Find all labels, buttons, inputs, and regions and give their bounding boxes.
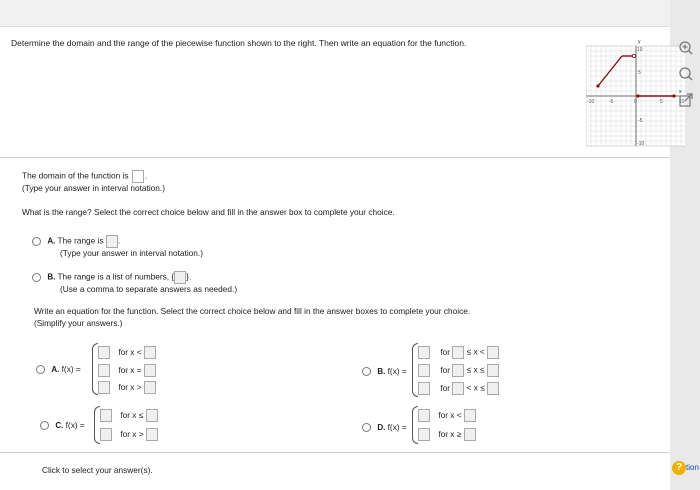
range-choice-a[interactable]: A. The range is . (32, 235, 120, 248)
choice-letter: A. (47, 236, 56, 246)
eq-input[interactable] (100, 409, 112, 422)
eq-b-row-3 (418, 382, 499, 395)
equation-hint: (Simplify your answers.) (34, 318, 123, 328)
radio-eq-d[interactable] (362, 423, 371, 432)
divider (0, 452, 670, 453)
choice-letter: B. (377, 367, 386, 376)
eq-a-row-1 (98, 346, 156, 359)
radio-eq-c[interactable] (40, 421, 49, 430)
domain-hint: (Type your answer in interval notation.) (22, 183, 165, 193)
eq-row-label: < x ≤ (466, 382, 485, 393)
equation-prompt: Write an equation for the function. Select the correct choice below and fill in the answer boxes to complete your choice. (34, 306, 471, 316)
eq-input[interactable] (452, 382, 464, 395)
eq-row-label: for x ≥ (438, 428, 462, 439)
eq-input[interactable] (418, 364, 430, 377)
tick-label: -5 (638, 118, 643, 124)
search-icon[interactable] (678, 66, 694, 82)
eq-input[interactable] (98, 364, 110, 377)
choice-letter: B. (47, 272, 56, 282)
eq-row-label: ≤ x ≤ (466, 364, 485, 375)
eq-row-label: for x > (120, 428, 144, 439)
eq-a-row-2 (98, 364, 156, 377)
right-toolbar (678, 40, 698, 118)
choice-letter: D. (377, 423, 386, 432)
eq-b-row-2 (418, 364, 499, 377)
eq-input[interactable] (487, 346, 499, 359)
eq-row-label: for x = (118, 364, 142, 375)
radio-range-a[interactable] (32, 237, 41, 246)
fx-label: f(x) = (387, 422, 407, 432)
range-choice-b[interactable]: B. The range is a list of numbers, { }. (32, 271, 191, 284)
eq-c-row-1 (100, 409, 158, 422)
eq-row-label: for x < (438, 409, 462, 420)
fx-label: f(x) = (65, 420, 85, 430)
eq-input[interactable] (144, 364, 156, 377)
eq-for-label: for (440, 364, 450, 375)
y-axis-label: y (638, 39, 641, 45)
eq-d-row-2 (418, 428, 476, 441)
eq-input[interactable] (418, 428, 430, 441)
tick-label: 10 (637, 47, 643, 53)
help-label[interactable]: tion (686, 463, 699, 472)
eq-choice-d[interactable] (362, 422, 407, 433)
eq-input[interactable] (452, 346, 464, 359)
eq-choice-b[interactable] (362, 366, 407, 377)
eq-input[interactable] (98, 346, 110, 359)
eq-for-label: for (440, 346, 450, 357)
range-a-hint: (Type your answer in interval notation.) (60, 248, 203, 258)
range-b-hint: (Use a comma to separate answers as needed.) (60, 284, 238, 294)
eq-input[interactable] (418, 382, 430, 395)
eq-input[interactable] (487, 382, 499, 395)
eq-input[interactable] (146, 409, 158, 422)
radio-eq-b[interactable] (362, 367, 371, 376)
endpoint-dot (636, 94, 639, 97)
range-a-text: The range is (57, 235, 104, 246)
zoom-in-icon[interactable] (678, 40, 694, 56)
eq-b-row-1 (418, 346, 499, 359)
tick-label: 0 (634, 99, 637, 105)
eq-row-label: ≤ x < (466, 346, 485, 357)
domain-label: The domain of the function is (22, 170, 129, 181)
eq-input[interactable] (98, 381, 110, 394)
divider (0, 157, 670, 158)
status-text: Click to select your answer(s). (42, 465, 153, 475)
range-prompt: What is the range? Select the correct choice below and fill in the answer box to complete your choice. (22, 207, 395, 217)
endpoint-dot (596, 84, 599, 87)
radio-eq-a[interactable] (36, 365, 45, 374)
eq-input[interactable] (418, 346, 430, 359)
choice-letter: C. (55, 421, 64, 430)
tick-label: -10 (637, 141, 645, 147)
eq-input[interactable] (464, 428, 476, 441)
range-a-input[interactable] (106, 235, 118, 248)
piecewise-graph (586, 36, 686, 148)
help-icon[interactable]: ? (672, 461, 686, 475)
eq-input[interactable] (418, 409, 430, 422)
eq-c-row-2 (100, 428, 158, 441)
eq-row-label: for x ≤ (120, 409, 144, 420)
question-text: Determine the domain and the range of the piecewise function shown to the right. Then write an equation for the function. (11, 38, 467, 48)
eq-input[interactable] (100, 428, 112, 441)
endpoint-dot (672, 94, 675, 97)
tick-label: -5 (609, 99, 614, 105)
x-axis-label: x (679, 89, 682, 95)
eq-row-label: for x < (118, 346, 142, 357)
fx-label: f(x) = (387, 366, 407, 376)
choice-letter: A. (51, 365, 60, 374)
eq-input[interactable] (452, 364, 464, 377)
eq-input[interactable] (487, 364, 499, 377)
endpoint-dot (632, 54, 635, 57)
eq-for-label: for (440, 382, 450, 393)
eq-input[interactable] (144, 346, 156, 359)
tick-label: -10 (587, 99, 595, 105)
eq-a-row-3 (98, 381, 156, 394)
radio-range-b[interactable] (32, 273, 41, 282)
domain-answer-input[interactable] (132, 170, 144, 183)
eq-row-label: for x > (118, 381, 142, 392)
eq-d-row-1 (418, 409, 476, 422)
range-b-text: The range is a list of numbers, (57, 271, 170, 282)
tick-label: 10 (679, 99, 685, 105)
range-b-input[interactable] (174, 271, 186, 284)
tick-label: 5 (638, 70, 641, 76)
eq-choice-a[interactable] (36, 364, 81, 375)
domain-section: The domain of the function is . (22, 170, 147, 183)
fx-label: f(x) = (61, 364, 81, 374)
eq-choice-c[interactable] (40, 420, 85, 431)
external-link-icon[interactable] (678, 92, 694, 108)
eq-input[interactable] (144, 381, 156, 394)
eq-input[interactable] (146, 428, 158, 441)
eq-input[interactable] (464, 409, 476, 422)
tick-label: 5 (660, 99, 663, 105)
top-strip (0, 0, 670, 27)
